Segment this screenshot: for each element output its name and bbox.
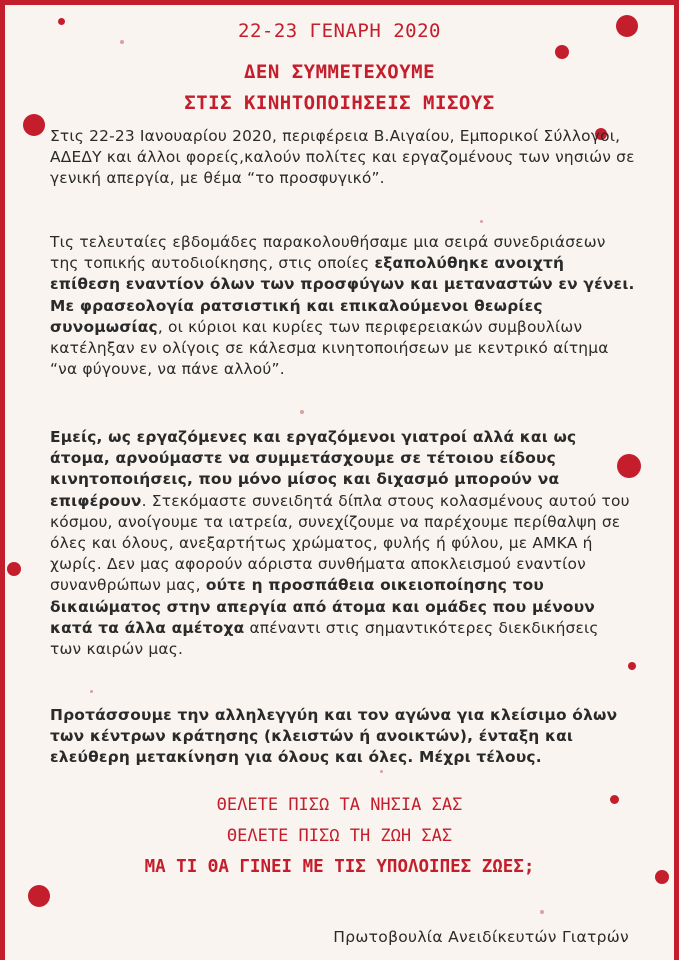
paragraph-intro [50,126,635,190]
decorative-dot [23,114,45,136]
decorative-speck [540,910,544,914]
page-title: ΔΕΝ ΣΥΜΜΕΤΕΧΟΥΜΕ [243,61,436,83]
event-date: 22-23 ΓΕΝΑΡΗ 2020 [238,20,441,42]
paragraph-text: Τις τελευταίες εβδομάδες παρακολουθήσαμε μια σειρά συνεδριάσεων της τοπικής αυτοδιοίκησης, στις οποίες [50,233,606,273]
paragraph-position [50,427,635,660]
paragraph-demands [50,705,635,769]
paragraph-text: απέναντι στις σημαντικότερες διεκδικήσεις των καιρών μας. [50,618,599,659]
decorative-dot [555,45,569,59]
paragraph-bold-text: Εμείς, ως εργαζόμενες και εργαζόμενοι γιατροί αλλά και ως άτομα, αρνούμαστε να συμμετάσχουμε σε τέτοιου είδους κινητοποιήσεις, που μόνο μίσος και διχασμό μπορούν να επιφέρουν [50,428,577,510]
decorative-speck [380,770,383,773]
paragraph-context [50,232,635,380]
slogan-line-3: ΜΑ ΤΙ ΘΑ ΓΙΝΕΙ ΜΕ ΤΙΣ ΥΠΟΛΟΙΠΕΣ ΖΩΕΣ; [144,857,535,877]
decorative-speck [90,690,93,693]
decorative-dot [7,562,21,576]
signature: Πρωτοβουλία Ανειδίκευτών Γιατρών [333,928,629,946]
paragraph-text: . Στεκόμαστε συνειδητά δίπλα στους κολασμένους αυτού του κόσμου, ανοίγουμε τα ιατρεία, συνεχίζουμε να παρέχουμε περίθαλψη σε όλες και όλους, ανεξαρτήτως χρώματος, φυλής ή φύλου, με ΑΜΚΑ ή χωρίς. Δεν μας αφορούν αόριστα συνθήματα αποκλεισμού εναντίον συνανθρώπων μας, [50,491,630,595]
page-subtitle: ΣΤΙΣ ΚΙΝΗΤΟΠΟΙΗΣΕΙΣ ΜΙΣΟΥΣ [184,92,495,114]
decorative-dot [28,885,50,907]
decorative-speck [300,410,304,414]
paragraph-bold-text: Προτάσσουμε την αλληλεγγύη και τον αγώνα για κλείσιμο όλων των κέντρων κράτησης (κλειστών ή ανοικτών), ένταξη και ελεύθερη μετακίνηση για όλους και όλες. Μέχρι τέλους. [50,706,618,767]
decorative-speck [480,220,483,223]
slogan-line-2: ΘΕΛΕΤΕ ΠΙΣΩ ΤΗ ΖΩΗ ΣΑΣ [226,826,453,846]
paragraph-bold-text: εξαπολύθηκε ανοιχτή επίθεση εναντίον όλων των προσφύγων και μεταναστών εν γένει. Με φρασεολογία ρατσιστική και επικαλούμενοι θεωρίες συνομωσίας [50,254,635,336]
decorative-dot [628,662,636,670]
paragraph-text: Στις 22-23 Ιανουαρίου 2020, περιφέρεια Β.Αιγαίου, Εμπορικοί Σύλλογοι, ΑΔΕΔΥ και άλλοι φορείς,καλούν πολίτες και εργαζομένους των νησιών σε γενική απεργία, με θέμα “το προσφυγικό”. [50,127,635,188]
paragraph-text: , οι κύριοι και κυρίες των περιφερειακών συμβουλίων κατέληξαν εν ολίγοις σε κάλεσμα κινητοποιήσεων με κεντρικό αίτημα “να φύγουνε, να πάνε αλλού”. [50,317,609,379]
paragraph-bold-text: ούτε η προσπάθεια οικειοποίησης του δικαιώματος στην απεργία από άτομα και ομάδες που μένουν κατά τα άλλα αμέτοχα [50,576,595,637]
slogan-line-1: ΘΕΛΕΤΕ ΠΙΣΩ ΤΑ ΝΗΣΙΑ ΣΑΣ [216,795,463,815]
